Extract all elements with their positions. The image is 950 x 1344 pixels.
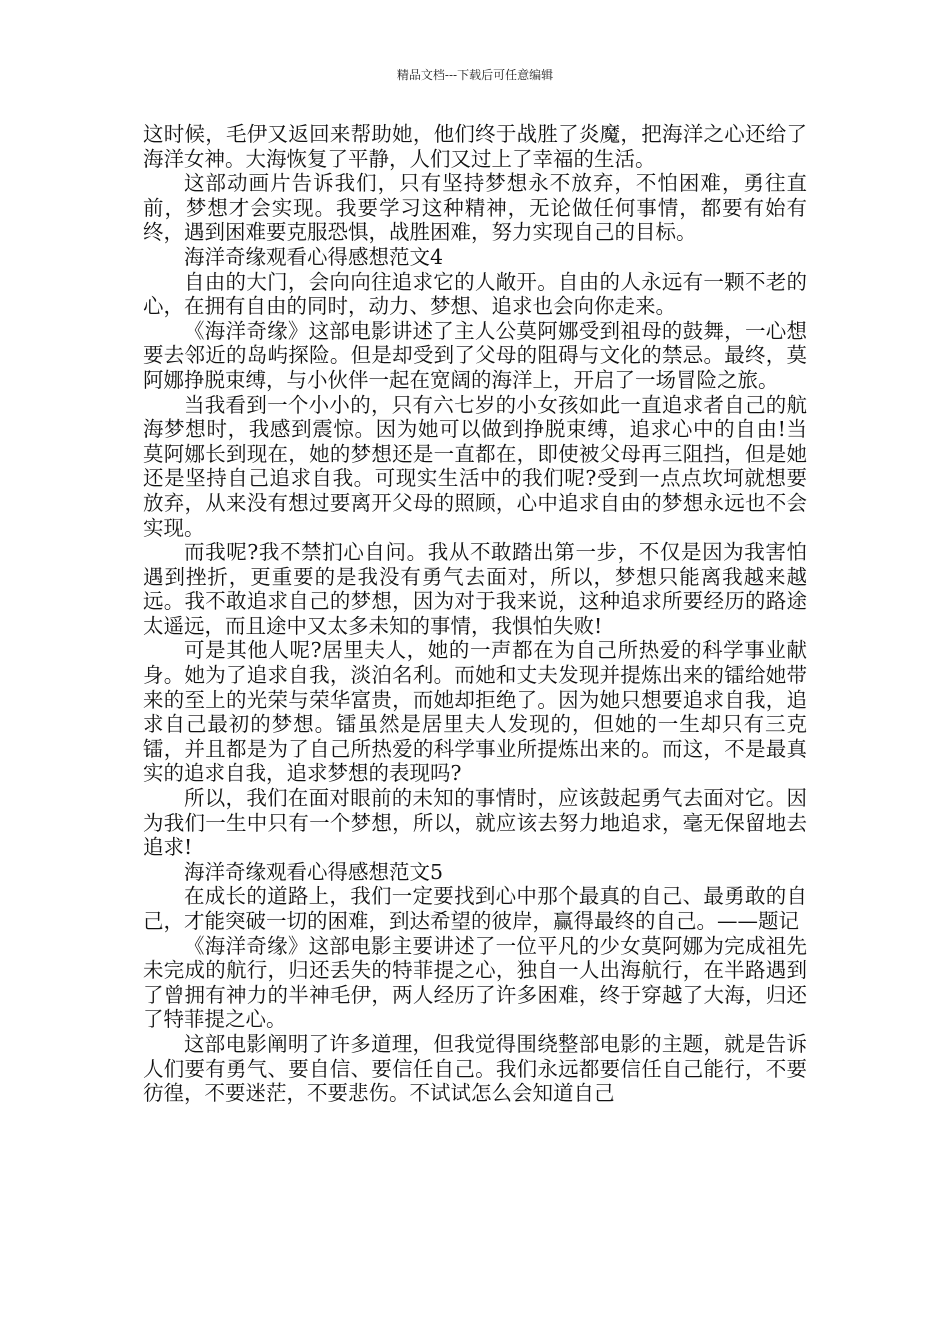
- paragraph-1: 这时候，毛伊又返回来帮助她，他们终于战胜了炎魔，把海洋之心还给了海洋女神。大海恢复了平静，人们又过上了幸福的生活。: [143, 122, 807, 171]
- document-body: [143, 122, 807, 1106]
- paragraph-5: 当我看到一个小小的，只有六七岁的小女孩如此一直追求者自己的航海梦想时，我感到震惊。因为她可以做到挣脱束缚，追求心中的自由!当莫阿娜长到现在，她的梦想还是一直都在，即使被父母再三阻挡，但是她还是坚持自己追求自我。可现实生活中的我们呢?受到一点点坎坷就想要放弃，从来没有想过要离开父母的照顾，心中追求自由的梦想永远也不会实现。: [143, 392, 807, 540]
- section-heading-4: 海洋奇缘观看心得感想范文4: [184, 244, 444, 269]
- paragraph-8: 所以，我们在面对眼前的未知的事情时，应该鼓起勇气去面对它。因为我们一生中只有一个梦想，所以，就应该去努力地追求，毫无保留地去追求!: [143, 786, 807, 860]
- paragraph-2: 这部动画片告诉我们，只有坚持梦想永不放弃，不怕困难，勇往直前，梦想才会实现。我要学习这种精神，无论做任何事情，都要有始有终，遇到困难要克服恐惧，战胜困难，努力实现自己的目标。: [143, 171, 807, 245]
- paragraph-7: 可是其他人呢?居里夫人，她的一声都在为自己所热爱的科学事业献身。她为了追求自我，淡泊名利。而她和丈夫发现并提炼出来的镭给她带来的至上的光荣与荣华富贵，而她却拒绝了。因为她只想要追求自我，追求自己最初的梦想。镭虽然是居里夫人发现的，但她的一生却只有三克镭，并且都是为了自己所热爱的科学事业所提炼出来的。而这，不是最真实的追求自我，追求梦想的表现吗?: [143, 638, 807, 786]
- paragraph-10: 《海洋奇缘》这部电影主要讲述了一位平凡的少女莫阿娜为完成祖先未完成的航行，归还丢失的特菲提之心，独自一人出海航行，在半路遇到了曾拥有神力的半神毛伊，两人经历了许多困难，终于穿越了大海，归还了特菲提之心。: [143, 933, 807, 1032]
- paragraph-3: 自由的大门，会向向往追求它的人敞开。自由的人永远有一颗不老的心，在拥有自由的同时，动力、梦想、追求也会向你走来。: [143, 269, 807, 319]
- page-header: 精品文档---下载后可任意编辑: [396, 68, 554, 82]
- paragraph-6: 而我呢?我不禁扪心自问。我从不敢踏出第一步，不仅是因为我害怕遇到挫折，更重要的是我没有勇气去面对，所以，梦想只能离我越来越远。我不敢追求自己的梦想，因为对于我来说，这种追求所要经历的路途太遥远，而且途中又太多未知的事情，我惧怕失败!: [143, 540, 807, 638]
- paragraph-9: 在成长的道路上，我们一定要找到心中那个最真的自己、最勇敢的自己，才能突破一切的困难，到达希望的彼岸，赢得最终的自己。——题记: [143, 884, 807, 933]
- paragraph-11: 这部电影阐明了许多道理，但我觉得围绕整部电影的主题，就是告诉人们要有勇气、要自信、要信任自己。我们永远都要信任自己能行，不要彷徨，不要迷茫，不要悲伤。不试试怎么会知道自己: [143, 1031, 807, 1106]
- paragraph-4: 《海洋奇缘》这部电影讲述了主人公莫阿娜受到祖母的鼓舞，一心想要去邻近的岛屿探险。但是却受到了父母的阻碍与文化的禁忌。最终，莫阿娜挣脱束缚，与小伙伴一起在宽阔的海洋上，开启了一场冒险之旅。: [143, 318, 807, 392]
- section-heading-5: 海洋奇缘观看心得感想范文5: [184, 859, 444, 884]
